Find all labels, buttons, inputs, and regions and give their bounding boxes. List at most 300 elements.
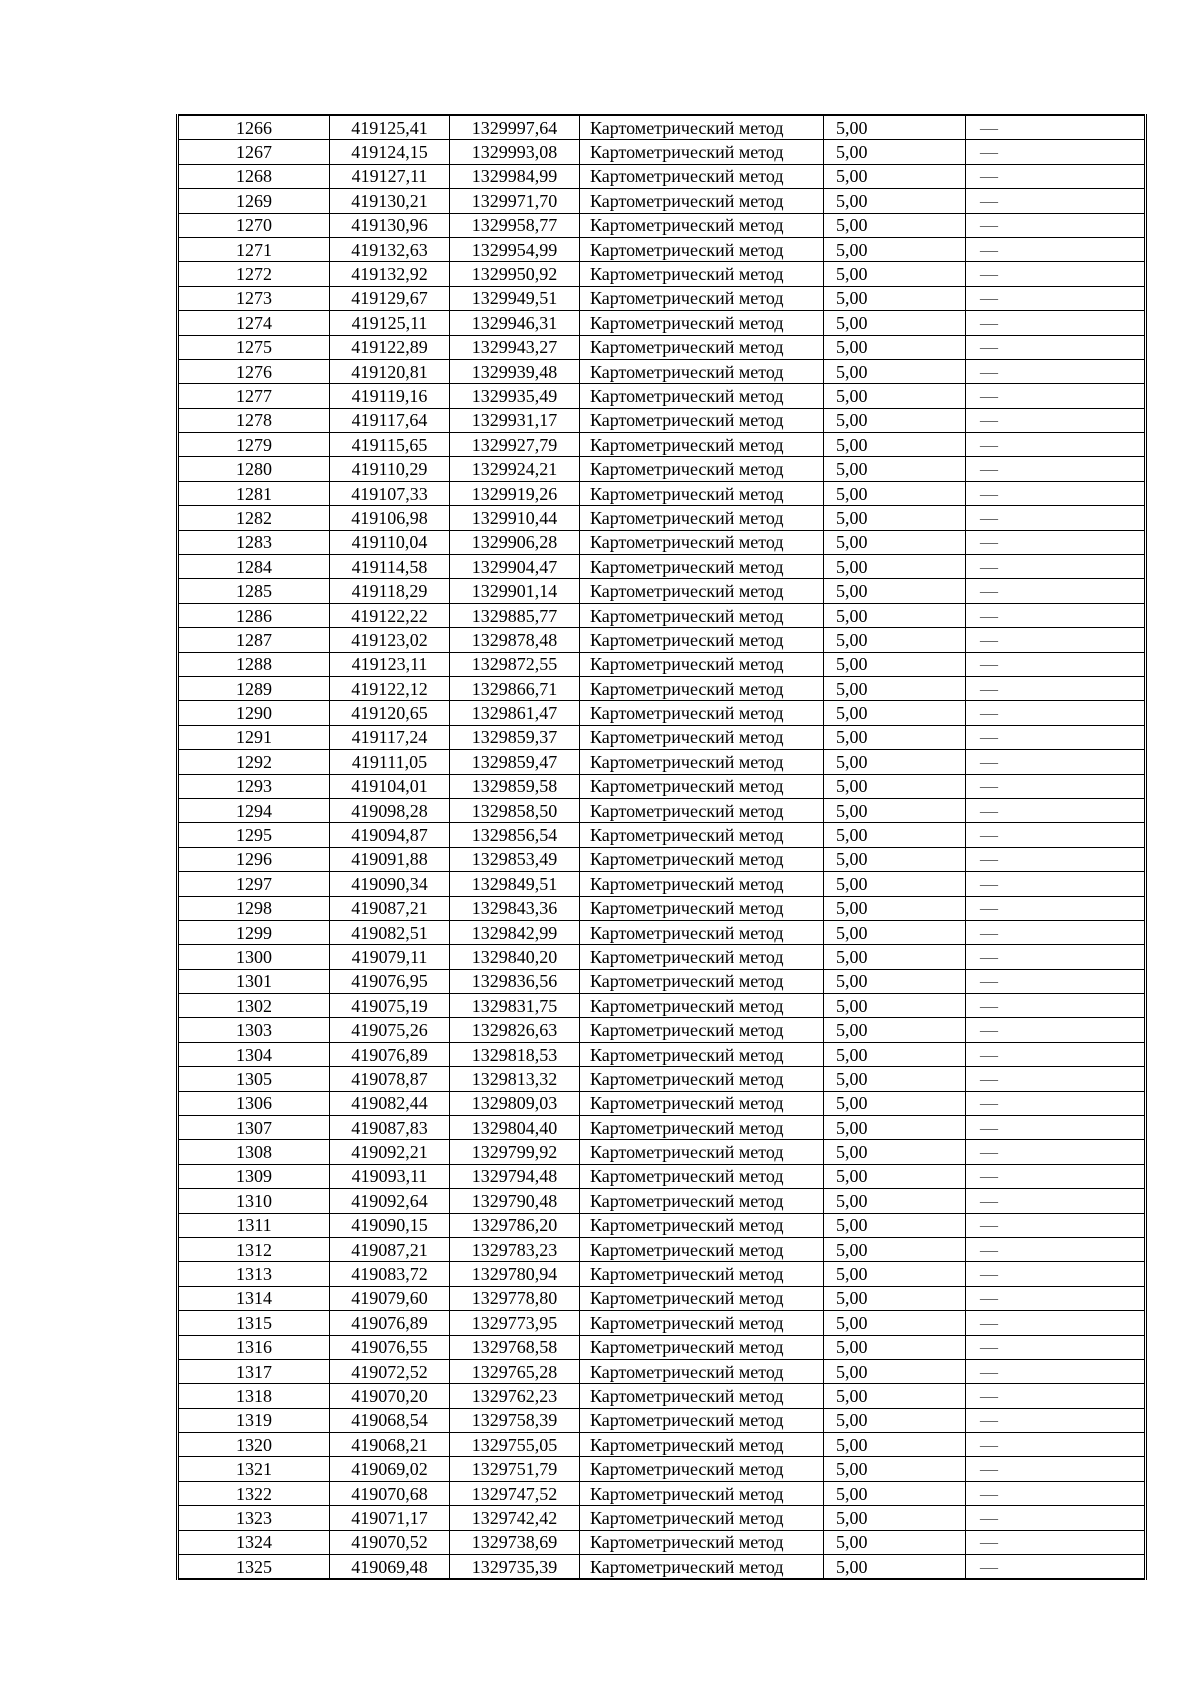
- point-number-cell: 1303: [178, 1018, 330, 1042]
- accuracy-cell: 5,00: [824, 920, 966, 944]
- table-row: [178, 237, 1146, 261]
- point-number-cell: 1283: [178, 530, 330, 554]
- x-coordinate-cell: 419082,44: [330, 1091, 450, 1115]
- note-cell: —: [966, 847, 1146, 871]
- table-row: [178, 1018, 1146, 1042]
- method-cell: Картометрический метод: [580, 1116, 824, 1140]
- note-cell: —: [966, 1457, 1146, 1481]
- accuracy-cell: 5,00: [824, 725, 966, 749]
- x-coordinate-cell: 419082,51: [330, 920, 450, 944]
- method-cell: Картометрический метод: [580, 1433, 824, 1457]
- point-number-cell: 1306: [178, 1091, 330, 1115]
- note-cell: —: [966, 164, 1146, 188]
- point-number-cell: 1288: [178, 652, 330, 676]
- note-cell: —: [966, 311, 1146, 335]
- y-coordinate-cell: 1329943,27: [450, 335, 580, 359]
- y-coordinate-cell: 1329856,54: [450, 823, 580, 847]
- x-coordinate-cell: 419072,52: [330, 1359, 450, 1383]
- method-cell: Картометрический метод: [580, 359, 824, 383]
- point-number-cell: 1314: [178, 1286, 330, 1310]
- y-coordinate-cell: 1329778,80: [450, 1286, 580, 1310]
- y-coordinate-cell: 1329935,49: [450, 384, 580, 408]
- y-coordinate-cell: 1329919,26: [450, 481, 580, 505]
- y-coordinate-cell: 1329878,48: [450, 628, 580, 652]
- table-row: [178, 1067, 1146, 1091]
- x-coordinate-cell: 419083,72: [330, 1262, 450, 1286]
- point-number-cell: 1274: [178, 311, 330, 335]
- point-number-cell: 1285: [178, 579, 330, 603]
- y-coordinate-cell: 1329831,75: [450, 994, 580, 1018]
- point-number-cell: 1310: [178, 1189, 330, 1213]
- table-row: [178, 457, 1146, 481]
- y-coordinate-cell: 1329950,92: [450, 262, 580, 286]
- method-cell: Картометрический метод: [580, 798, 824, 822]
- table-row: [178, 1213, 1146, 1237]
- x-coordinate-cell: 419076,95: [330, 969, 450, 993]
- y-coordinate-cell: 1329954,99: [450, 237, 580, 261]
- accuracy-cell: 5,00: [824, 1555, 966, 1580]
- y-coordinate-cell: 1329910,44: [450, 506, 580, 530]
- y-coordinate-cell: 1329861,47: [450, 701, 580, 725]
- note-cell: —: [966, 213, 1146, 237]
- note-cell: —: [966, 433, 1146, 457]
- table-row: [178, 408, 1146, 432]
- accuracy-cell: 5,00: [824, 603, 966, 627]
- accuracy-cell: 5,00: [824, 286, 966, 310]
- accuracy-cell: 5,00: [824, 1335, 966, 1359]
- x-coordinate-cell: 419125,11: [330, 311, 450, 335]
- y-coordinate-cell: 1329849,51: [450, 872, 580, 896]
- point-number-cell: 1294: [178, 798, 330, 822]
- note-cell: —: [966, 823, 1146, 847]
- table-row: [178, 311, 1146, 335]
- accuracy-cell: 5,00: [824, 1481, 966, 1505]
- note-cell: —: [966, 1335, 1146, 1359]
- table-row: [178, 1189, 1146, 1213]
- table-row: [178, 530, 1146, 554]
- accuracy-cell: 5,00: [824, 164, 966, 188]
- accuracy-cell: 5,00: [824, 1506, 966, 1530]
- y-coordinate-cell: 1329790,48: [450, 1189, 580, 1213]
- point-number-cell: 1266: [178, 115, 330, 140]
- method-cell: Картометрический метод: [580, 457, 824, 481]
- point-number-cell: 1324: [178, 1530, 330, 1554]
- table-row: [178, 774, 1146, 798]
- note-cell: —: [966, 1384, 1146, 1408]
- point-number-cell: 1293: [178, 774, 330, 798]
- note-cell: —: [966, 1189, 1146, 1213]
- table-row: [178, 164, 1146, 188]
- note-cell: —: [966, 994, 1146, 1018]
- method-cell: Картометрический метод: [580, 847, 824, 871]
- point-number-cell: 1273: [178, 286, 330, 310]
- accuracy-cell: 5,00: [824, 1286, 966, 1310]
- method-cell: Картометрический метод: [580, 1164, 824, 1188]
- method-cell: Картометрический метод: [580, 164, 824, 188]
- y-coordinate-cell: 1329818,53: [450, 1042, 580, 1066]
- point-number-cell: 1286: [178, 603, 330, 627]
- table-row: [178, 628, 1146, 652]
- table-row: [178, 1433, 1146, 1457]
- x-coordinate-cell: 419106,98: [330, 506, 450, 530]
- table-row: [178, 213, 1146, 237]
- point-number-cell: 1296: [178, 847, 330, 871]
- y-coordinate-cell: 1329799,92: [450, 1140, 580, 1164]
- y-coordinate-cell: 1329773,95: [450, 1311, 580, 1335]
- method-cell: Картометрический метод: [580, 579, 824, 603]
- note-cell: —: [966, 652, 1146, 676]
- note-cell: —: [966, 1067, 1146, 1091]
- accuracy-cell: 5,00: [824, 872, 966, 896]
- y-coordinate-cell: 1329904,47: [450, 555, 580, 579]
- table-row: [178, 433, 1146, 457]
- method-cell: Картометрический метод: [580, 1457, 824, 1481]
- x-coordinate-cell: 419107,33: [330, 481, 450, 505]
- point-number-cell: 1302: [178, 994, 330, 1018]
- note-cell: —: [966, 1237, 1146, 1261]
- table-row: [178, 189, 1146, 213]
- accuracy-cell: 5,00: [824, 359, 966, 383]
- x-coordinate-cell: 419070,20: [330, 1384, 450, 1408]
- note-cell: —: [966, 1481, 1146, 1505]
- table-row: [178, 1408, 1146, 1432]
- accuracy-cell: 5,00: [824, 457, 966, 481]
- y-coordinate-cell: 1329842,99: [450, 920, 580, 944]
- accuracy-cell: 5,00: [824, 1213, 966, 1237]
- accuracy-cell: 5,00: [824, 1140, 966, 1164]
- table-row: [178, 823, 1146, 847]
- x-coordinate-cell: 419129,67: [330, 286, 450, 310]
- y-coordinate-cell: 1329751,79: [450, 1457, 580, 1481]
- accuracy-cell: 5,00: [824, 1408, 966, 1432]
- x-coordinate-cell: 419122,12: [330, 676, 450, 700]
- x-coordinate-cell: 419110,04: [330, 530, 450, 554]
- x-coordinate-cell: 419123,02: [330, 628, 450, 652]
- y-coordinate-cell: 1329859,47: [450, 750, 580, 774]
- accuracy-cell: 5,00: [824, 1164, 966, 1188]
- table-row: [178, 1091, 1146, 1115]
- table-row: [178, 1286, 1146, 1310]
- method-cell: Картометрический метод: [580, 945, 824, 969]
- x-coordinate-cell: 419090,34: [330, 872, 450, 896]
- note-cell: —: [966, 189, 1146, 213]
- table-row: [178, 506, 1146, 530]
- accuracy-cell: 5,00: [824, 823, 966, 847]
- accuracy-cell: 5,00: [824, 189, 966, 213]
- accuracy-cell: 5,00: [824, 1433, 966, 1457]
- x-coordinate-cell: 419076,89: [330, 1042, 450, 1066]
- method-cell: Картометрический метод: [580, 140, 824, 164]
- table-row: [178, 725, 1146, 749]
- note-cell: —: [966, 1116, 1146, 1140]
- note-cell: —: [966, 286, 1146, 310]
- accuracy-cell: 5,00: [824, 701, 966, 725]
- table-row: [178, 1042, 1146, 1066]
- table-row: [178, 1164, 1146, 1188]
- x-coordinate-cell: 419069,48: [330, 1555, 450, 1580]
- note-cell: —: [966, 1140, 1146, 1164]
- y-coordinate-cell: 1329786,20: [450, 1213, 580, 1237]
- point-number-cell: 1299: [178, 920, 330, 944]
- point-number-cell: 1315: [178, 1311, 330, 1335]
- point-number-cell: 1289: [178, 676, 330, 700]
- note-cell: —: [966, 579, 1146, 603]
- table-row: [178, 603, 1146, 627]
- x-coordinate-cell: 419127,11: [330, 164, 450, 188]
- method-cell: Картометрический метод: [580, 1091, 824, 1115]
- table-row: [178, 1140, 1146, 1164]
- method-cell: Картометрический метод: [580, 676, 824, 700]
- note-cell: —: [966, 1018, 1146, 1042]
- point-number-cell: 1321: [178, 1457, 330, 1481]
- y-coordinate-cell: 1329735,39: [450, 1555, 580, 1580]
- point-number-cell: 1298: [178, 896, 330, 920]
- point-number-cell: 1311: [178, 1213, 330, 1237]
- point-number-cell: 1267: [178, 140, 330, 164]
- method-cell: Картометрический метод: [580, 262, 824, 286]
- y-coordinate-cell: 1329780,94: [450, 1262, 580, 1286]
- method-cell: Картометрический метод: [580, 774, 824, 798]
- note-cell: —: [966, 872, 1146, 896]
- y-coordinate-cell: 1329993,08: [450, 140, 580, 164]
- note-cell: —: [966, 945, 1146, 969]
- table-row: [178, 676, 1146, 700]
- x-coordinate-cell: 419070,52: [330, 1530, 450, 1554]
- point-number-cell: 1308: [178, 1140, 330, 1164]
- point-number-cell: 1287: [178, 628, 330, 652]
- note-cell: —: [966, 1262, 1146, 1286]
- note-cell: —: [966, 603, 1146, 627]
- y-coordinate-cell: 1329809,03: [450, 1091, 580, 1115]
- point-number-cell: 1290: [178, 701, 330, 725]
- note-cell: —: [966, 530, 1146, 554]
- method-cell: Картометрический метод: [580, 969, 824, 993]
- method-cell: Картометрический метод: [580, 1311, 824, 1335]
- point-number-cell: 1295: [178, 823, 330, 847]
- x-coordinate-cell: 419092,21: [330, 1140, 450, 1164]
- method-cell: Картометрический метод: [580, 725, 824, 749]
- table-row: [178, 994, 1146, 1018]
- note-cell: —: [966, 1506, 1146, 1530]
- x-coordinate-cell: 419076,89: [330, 1311, 450, 1335]
- accuracy-cell: 5,00: [824, 579, 966, 603]
- method-cell: Картометрический метод: [580, 311, 824, 335]
- table-row: [178, 1555, 1146, 1580]
- x-coordinate-cell: 419104,01: [330, 774, 450, 798]
- note-cell: —: [966, 920, 1146, 944]
- note-cell: —: [966, 359, 1146, 383]
- x-coordinate-cell: 419115,65: [330, 433, 450, 457]
- accuracy-cell: 5,00: [824, 335, 966, 359]
- y-coordinate-cell: 1329794,48: [450, 1164, 580, 1188]
- note-cell: —: [966, 676, 1146, 700]
- accuracy-cell: 5,00: [824, 433, 966, 457]
- point-number-cell: 1271: [178, 237, 330, 261]
- accuracy-cell: 5,00: [824, 1042, 966, 1066]
- y-coordinate-cell: 1329971,70: [450, 189, 580, 213]
- y-coordinate-cell: 1329840,20: [450, 945, 580, 969]
- note-cell: —: [966, 896, 1146, 920]
- method-cell: Картометрический метод: [580, 1286, 824, 1310]
- note-cell: —: [966, 1164, 1146, 1188]
- method-cell: Картометрический метод: [580, 506, 824, 530]
- y-coordinate-cell: 1329958,77: [450, 213, 580, 237]
- point-number-cell: 1320: [178, 1433, 330, 1457]
- table-row: [178, 1237, 1146, 1261]
- accuracy-cell: 5,00: [824, 140, 966, 164]
- method-cell: Картометрический метод: [580, 1335, 824, 1359]
- x-coordinate-cell: 419125,41: [330, 115, 450, 140]
- accuracy-cell: 5,00: [824, 311, 966, 335]
- coordinates-table: [176, 114, 1147, 1580]
- method-cell: Картометрический метод: [580, 652, 824, 676]
- y-coordinate-cell: 1329804,40: [450, 1116, 580, 1140]
- x-coordinate-cell: 419114,58: [330, 555, 450, 579]
- table-row: [178, 798, 1146, 822]
- y-coordinate-cell: 1329783,23: [450, 1237, 580, 1261]
- method-cell: Картометрический метод: [580, 1408, 824, 1432]
- x-coordinate-cell: 419120,65: [330, 701, 450, 725]
- y-coordinate-cell: 1329762,23: [450, 1384, 580, 1408]
- y-coordinate-cell: 1329758,39: [450, 1408, 580, 1432]
- y-coordinate-cell: 1329946,31: [450, 311, 580, 335]
- y-coordinate-cell: 1329853,49: [450, 847, 580, 871]
- x-coordinate-cell: 419087,21: [330, 896, 450, 920]
- table-row: [178, 1506, 1146, 1530]
- table-row: [178, 1530, 1146, 1554]
- table-row: [178, 555, 1146, 579]
- method-cell: Картометрический метод: [580, 1555, 824, 1580]
- point-number-cell: 1301: [178, 969, 330, 993]
- accuracy-cell: 5,00: [824, 847, 966, 871]
- point-number-cell: 1276: [178, 359, 330, 383]
- method-cell: Картометрический метод: [580, 481, 824, 505]
- method-cell: Картометрический метод: [580, 628, 824, 652]
- table-row: [178, 1262, 1146, 1286]
- point-number-cell: 1275: [178, 335, 330, 359]
- point-number-cell: 1316: [178, 1335, 330, 1359]
- accuracy-cell: 5,00: [824, 1457, 966, 1481]
- x-coordinate-cell: 419124,15: [330, 140, 450, 164]
- method-cell: Картометрический метод: [580, 603, 824, 627]
- y-coordinate-cell: 1329906,28: [450, 530, 580, 554]
- table-row: [178, 359, 1146, 383]
- x-coordinate-cell: 419075,26: [330, 1018, 450, 1042]
- method-cell: Картометрический метод: [580, 1359, 824, 1383]
- y-coordinate-cell: 1329755,05: [450, 1433, 580, 1457]
- table-row: [178, 701, 1146, 725]
- y-coordinate-cell: 1329872,55: [450, 652, 580, 676]
- table-row: [178, 920, 1146, 944]
- table-row: [178, 969, 1146, 993]
- accuracy-cell: 5,00: [824, 481, 966, 505]
- point-number-cell: 1270: [178, 213, 330, 237]
- y-coordinate-cell: 1329843,36: [450, 896, 580, 920]
- x-coordinate-cell: 419122,22: [330, 603, 450, 627]
- x-coordinate-cell: 419068,21: [330, 1433, 450, 1457]
- table-row: [178, 1481, 1146, 1505]
- accuracy-cell: 5,00: [824, 774, 966, 798]
- table-row: [178, 872, 1146, 896]
- point-number-cell: 1284: [178, 555, 330, 579]
- y-coordinate-cell: 1329826,63: [450, 1018, 580, 1042]
- point-number-cell: 1307: [178, 1116, 330, 1140]
- point-number-cell: 1325: [178, 1555, 330, 1580]
- point-number-cell: 1313: [178, 1262, 330, 1286]
- note-cell: —: [966, 1555, 1146, 1580]
- x-coordinate-cell: 419079,60: [330, 1286, 450, 1310]
- note-cell: —: [966, 237, 1146, 261]
- accuracy-cell: 5,00: [824, 1384, 966, 1408]
- x-coordinate-cell: 419132,92: [330, 262, 450, 286]
- table-row: [178, 481, 1146, 505]
- accuracy-cell: 5,00: [824, 969, 966, 993]
- method-cell: Картометрический метод: [580, 384, 824, 408]
- point-number-cell: 1322: [178, 1481, 330, 1505]
- note-cell: —: [966, 628, 1146, 652]
- point-number-cell: 1312: [178, 1237, 330, 1261]
- note-cell: —: [966, 1286, 1146, 1310]
- x-coordinate-cell: 419118,29: [330, 579, 450, 603]
- x-coordinate-cell: 419094,87: [330, 823, 450, 847]
- method-cell: Картометрический метод: [580, 896, 824, 920]
- note-cell: —: [966, 1311, 1146, 1335]
- x-coordinate-cell: 419117,24: [330, 725, 450, 749]
- point-number-cell: 1282: [178, 506, 330, 530]
- note-cell: —: [966, 1433, 1146, 1457]
- table-row: [178, 896, 1146, 920]
- x-coordinate-cell: 419087,21: [330, 1237, 450, 1261]
- x-coordinate-cell: 419119,16: [330, 384, 450, 408]
- note-cell: —: [966, 701, 1146, 725]
- accuracy-cell: 5,00: [824, 628, 966, 652]
- method-cell: Картометрический метод: [580, 872, 824, 896]
- y-coordinate-cell: 1329997,64: [450, 115, 580, 140]
- point-number-cell: 1309: [178, 1164, 330, 1188]
- accuracy-cell: 5,00: [824, 1018, 966, 1042]
- table-row: [178, 262, 1146, 286]
- accuracy-cell: 5,00: [824, 237, 966, 261]
- accuracy-cell: 5,00: [824, 1067, 966, 1091]
- note-cell: —: [966, 774, 1146, 798]
- table-row: [178, 1359, 1146, 1383]
- x-coordinate-cell: 419130,96: [330, 213, 450, 237]
- x-coordinate-cell: 419132,63: [330, 237, 450, 261]
- y-coordinate-cell: 1329866,71: [450, 676, 580, 700]
- method-cell: Картометрический метод: [580, 701, 824, 725]
- point-number-cell: 1319: [178, 1408, 330, 1432]
- note-cell: —: [966, 1359, 1146, 1383]
- accuracy-cell: 5,00: [824, 1237, 966, 1261]
- point-number-cell: 1304: [178, 1042, 330, 1066]
- x-coordinate-cell: 419071,17: [330, 1506, 450, 1530]
- point-number-cell: 1305: [178, 1067, 330, 1091]
- accuracy-cell: 5,00: [824, 1189, 966, 1213]
- method-cell: Картометрический метод: [580, 1213, 824, 1237]
- accuracy-cell: 5,00: [824, 1359, 966, 1383]
- method-cell: Картометрический метод: [580, 530, 824, 554]
- y-coordinate-cell: 1329927,79: [450, 433, 580, 457]
- accuracy-cell: 5,00: [824, 1311, 966, 1335]
- note-cell: —: [966, 457, 1146, 481]
- table-row: [178, 384, 1146, 408]
- method-cell: Картометрический метод: [580, 555, 824, 579]
- accuracy-cell: 5,00: [824, 384, 966, 408]
- point-number-cell: 1317: [178, 1359, 330, 1383]
- method-cell: Картометрический метод: [580, 433, 824, 457]
- method-cell: Картометрический метод: [580, 115, 824, 140]
- method-cell: Картометрический метод: [580, 994, 824, 1018]
